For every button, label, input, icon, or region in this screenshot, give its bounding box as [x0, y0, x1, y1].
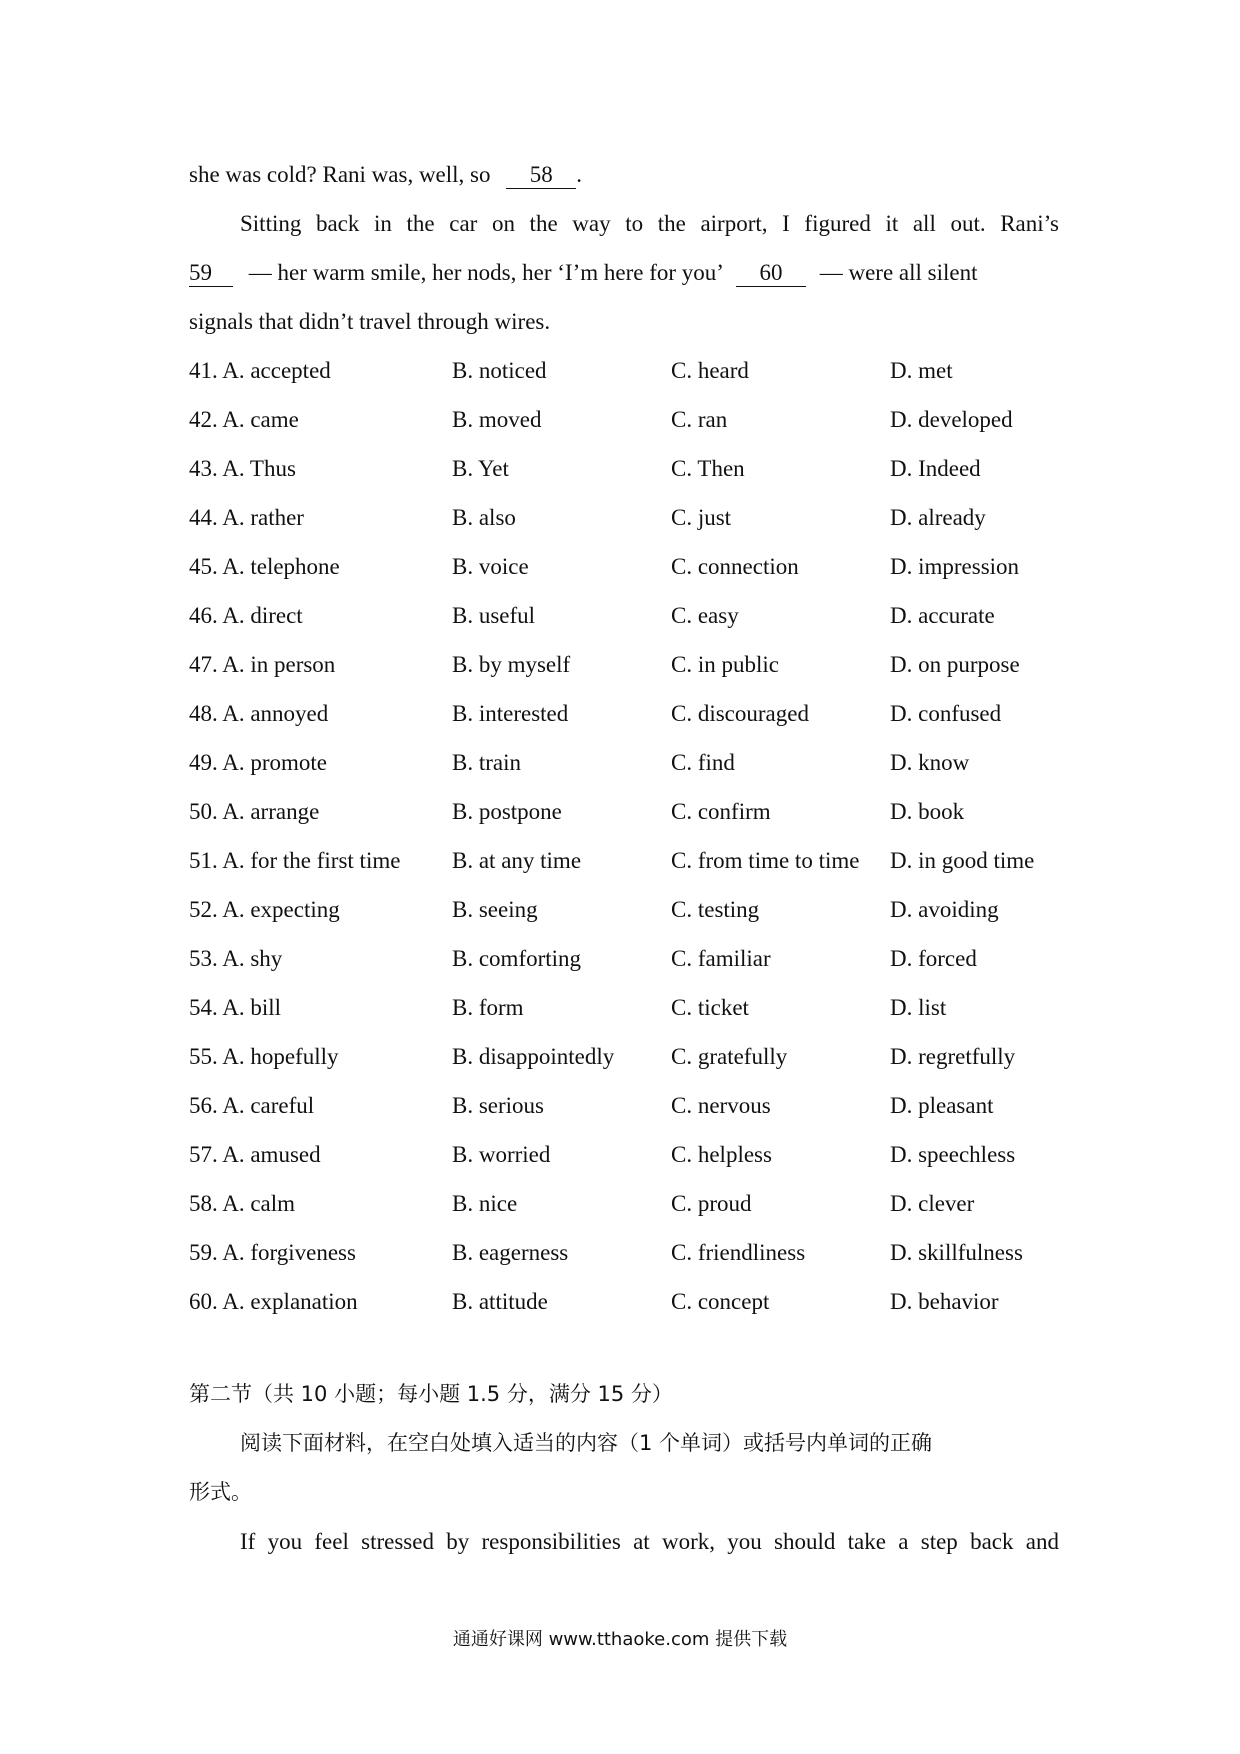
option-row: [189, 591, 1059, 640]
option-a: 44. A. rather: [189, 505, 304, 530]
option-b: B. form: [452, 995, 524, 1020]
option-c: C. find: [671, 750, 735, 775]
option-a: 51. A. for the first time: [189, 848, 401, 873]
option-row: [189, 395, 1059, 444]
option-d: D. in good time: [890, 848, 1035, 873]
option-b: B. worried: [452, 1142, 551, 1167]
option-b: B. postpone: [452, 799, 562, 824]
option-b: B. also: [452, 505, 516, 530]
option-d: D. speechless: [890, 1142, 1016, 1167]
option-a: 53. A. shy: [189, 946, 283, 971]
option-d: D. impression: [890, 554, 1020, 579]
passage-line-1: [189, 150, 1059, 199]
passage-text: signals that didn’t travel through wires.: [189, 309, 551, 334]
option-a: 46. A. direct: [189, 603, 303, 628]
option-c: C. helpless: [671, 1142, 772, 1167]
option-d: D. pleasant: [890, 1093, 994, 1118]
section-gap: [189, 1326, 1059, 1370]
option-d: D. book: [890, 799, 965, 824]
option-b: B. voice: [452, 554, 529, 579]
option-d: D. behavior: [890, 1289, 999, 1314]
option-b: B. Yet: [452, 456, 509, 481]
option-a: 52. A. expecting: [189, 897, 340, 922]
passage-line-3: [189, 248, 1059, 297]
option-c: C. in public: [671, 652, 779, 677]
option-row: [189, 885, 1059, 934]
passage-text: — were all silent: [819, 260, 978, 285]
option-d: D. regretfully: [890, 1044, 1016, 1069]
passage-punct: .: [576, 162, 582, 187]
option-c: C. heard: [671, 358, 749, 383]
option-row: [189, 1179, 1059, 1228]
option-b: B. interested: [452, 701, 569, 726]
passage-line-4: [189, 297, 1059, 346]
footer: [0, 1625, 1240, 1651]
option-a: 42. A. came: [189, 407, 299, 432]
option-a: 56. A. careful: [189, 1093, 315, 1118]
option-d: D. met: [890, 358, 953, 383]
option-b: B. noticed: [452, 358, 547, 383]
blank-59: 59: [189, 260, 233, 287]
option-b: B. useful: [452, 603, 536, 628]
section-heading: [189, 1370, 1059, 1419]
passage-line-2: [189, 199, 1059, 248]
passage-text: Sitting back in the car on the way to the airport, I figured it all out. Rani’s: [240, 211, 1059, 236]
option-b: B. eagerness: [452, 1240, 569, 1265]
option-b: B. disappointedly: [452, 1044, 615, 1069]
option-a: 47. A. in person: [189, 652, 336, 677]
option-c: C. just: [671, 505, 732, 530]
option-a: 54. A. bill: [189, 995, 282, 1020]
passage-text: If you feel stressed by responsibilities at work, you should take a step back and: [240, 1529, 1059, 1554]
option-a: 60. A. explanation: [189, 1289, 358, 1314]
passage-text: — her warm smile, her nods, her ‘I’m here for you’: [248, 260, 723, 285]
option-row: [189, 1032, 1059, 1081]
option-c: C. ticket: [671, 995, 749, 1020]
option-a: 48. A. annoyed: [189, 701, 329, 726]
option-row: [189, 934, 1059, 983]
option-row: [189, 983, 1059, 1032]
document-page: [189, 150, 1059, 1566]
option-d: D. already: [890, 505, 986, 530]
option-c: C. confirm: [671, 799, 771, 824]
option-c: C. from time to time: [671, 848, 860, 873]
option-c: C. easy: [671, 603, 739, 628]
passage-text: she was cold? Rani was, well, so: [189, 162, 491, 187]
option-b: B. by myself: [452, 652, 571, 677]
options-list: [189, 346, 1059, 1326]
option-a: 43. A. Thus: [189, 456, 296, 481]
option-row: [189, 787, 1059, 836]
option-d: D. Indeed: [890, 456, 981, 481]
option-c: C. connection: [671, 554, 799, 579]
option-a: 50. A. arrange: [189, 799, 320, 824]
option-d: D. on purpose: [890, 652, 1020, 677]
footer-text: 通通好课网 www.tthaoke.com 提供下载: [452, 1629, 788, 1650]
option-a: 55. A. hopefully: [189, 1044, 339, 1069]
instruction-text: 阅读下面材料，在空白处填入适当的内容（1 个单词）或括号内单词的正确: [240, 1431, 933, 1455]
option-row: [189, 1228, 1059, 1277]
option-a: 41. A. accepted: [189, 358, 331, 383]
option-row: [189, 444, 1059, 493]
blank-58: 58: [506, 162, 576, 189]
option-b: B. train: [452, 750, 521, 775]
option-b: B. seeing: [452, 897, 538, 922]
option-b: B. moved: [452, 407, 542, 432]
option-d: D. forced: [890, 946, 977, 971]
option-d: D. confused: [890, 701, 1002, 726]
option-row: [189, 738, 1059, 787]
instruction-text: 形式。: [189, 1480, 252, 1504]
option-row: [189, 689, 1059, 738]
option-d: D. developed: [890, 407, 1013, 432]
option-b: B. nice: [452, 1191, 518, 1216]
option-d: D. skillfulness: [890, 1240, 1023, 1265]
option-row: [189, 640, 1059, 689]
option-row: [189, 836, 1059, 885]
option-c: C. proud: [671, 1191, 752, 1216]
option-c: C. discouraged: [671, 701, 809, 726]
option-b: B. serious: [452, 1093, 544, 1118]
option-d: D. clever: [890, 1191, 975, 1216]
instruction-line-2: [189, 1468, 1059, 1517]
option-c: C. ran: [671, 407, 728, 432]
option-a: 49. A. promote: [189, 750, 327, 775]
option-row: [189, 1130, 1059, 1179]
option-c: C. gratefully: [671, 1044, 788, 1069]
option-a: 45. A. telephone: [189, 554, 340, 579]
option-c: C. familiar: [671, 946, 771, 971]
option-row: [189, 1277, 1059, 1326]
instruction-line-1: [189, 1419, 1059, 1468]
option-b: B. at any time: [452, 848, 582, 873]
option-c: C. friendliness: [671, 1240, 806, 1265]
option-b: B. attitude: [452, 1289, 548, 1314]
option-c: C. concept: [671, 1289, 770, 1314]
blank-60: 60: [736, 260, 806, 287]
option-a: 59. A. forgiveness: [189, 1240, 356, 1265]
option-d: D. list: [890, 995, 947, 1020]
option-row: [189, 346, 1059, 395]
passage-start-line: [189, 1517, 1059, 1566]
option-c: C. testing: [671, 897, 760, 922]
option-a: 57. A. amused: [189, 1142, 321, 1167]
option-row: [189, 493, 1059, 542]
option-b: B. comforting: [452, 946, 582, 971]
option-c: C. nervous: [671, 1093, 771, 1118]
option-row: [189, 542, 1059, 591]
option-a: 58. A. calm: [189, 1191, 296, 1216]
option-row: [189, 1081, 1059, 1130]
option-d: D. avoiding: [890, 897, 999, 922]
option-d: D. accurate: [890, 603, 995, 628]
option-d: D. know: [890, 750, 970, 775]
option-c: C. Then: [671, 456, 745, 481]
section-heading-text: 第二节（共 10 小题；每小题 1.5 分，满分 15 分）: [189, 1382, 673, 1406]
